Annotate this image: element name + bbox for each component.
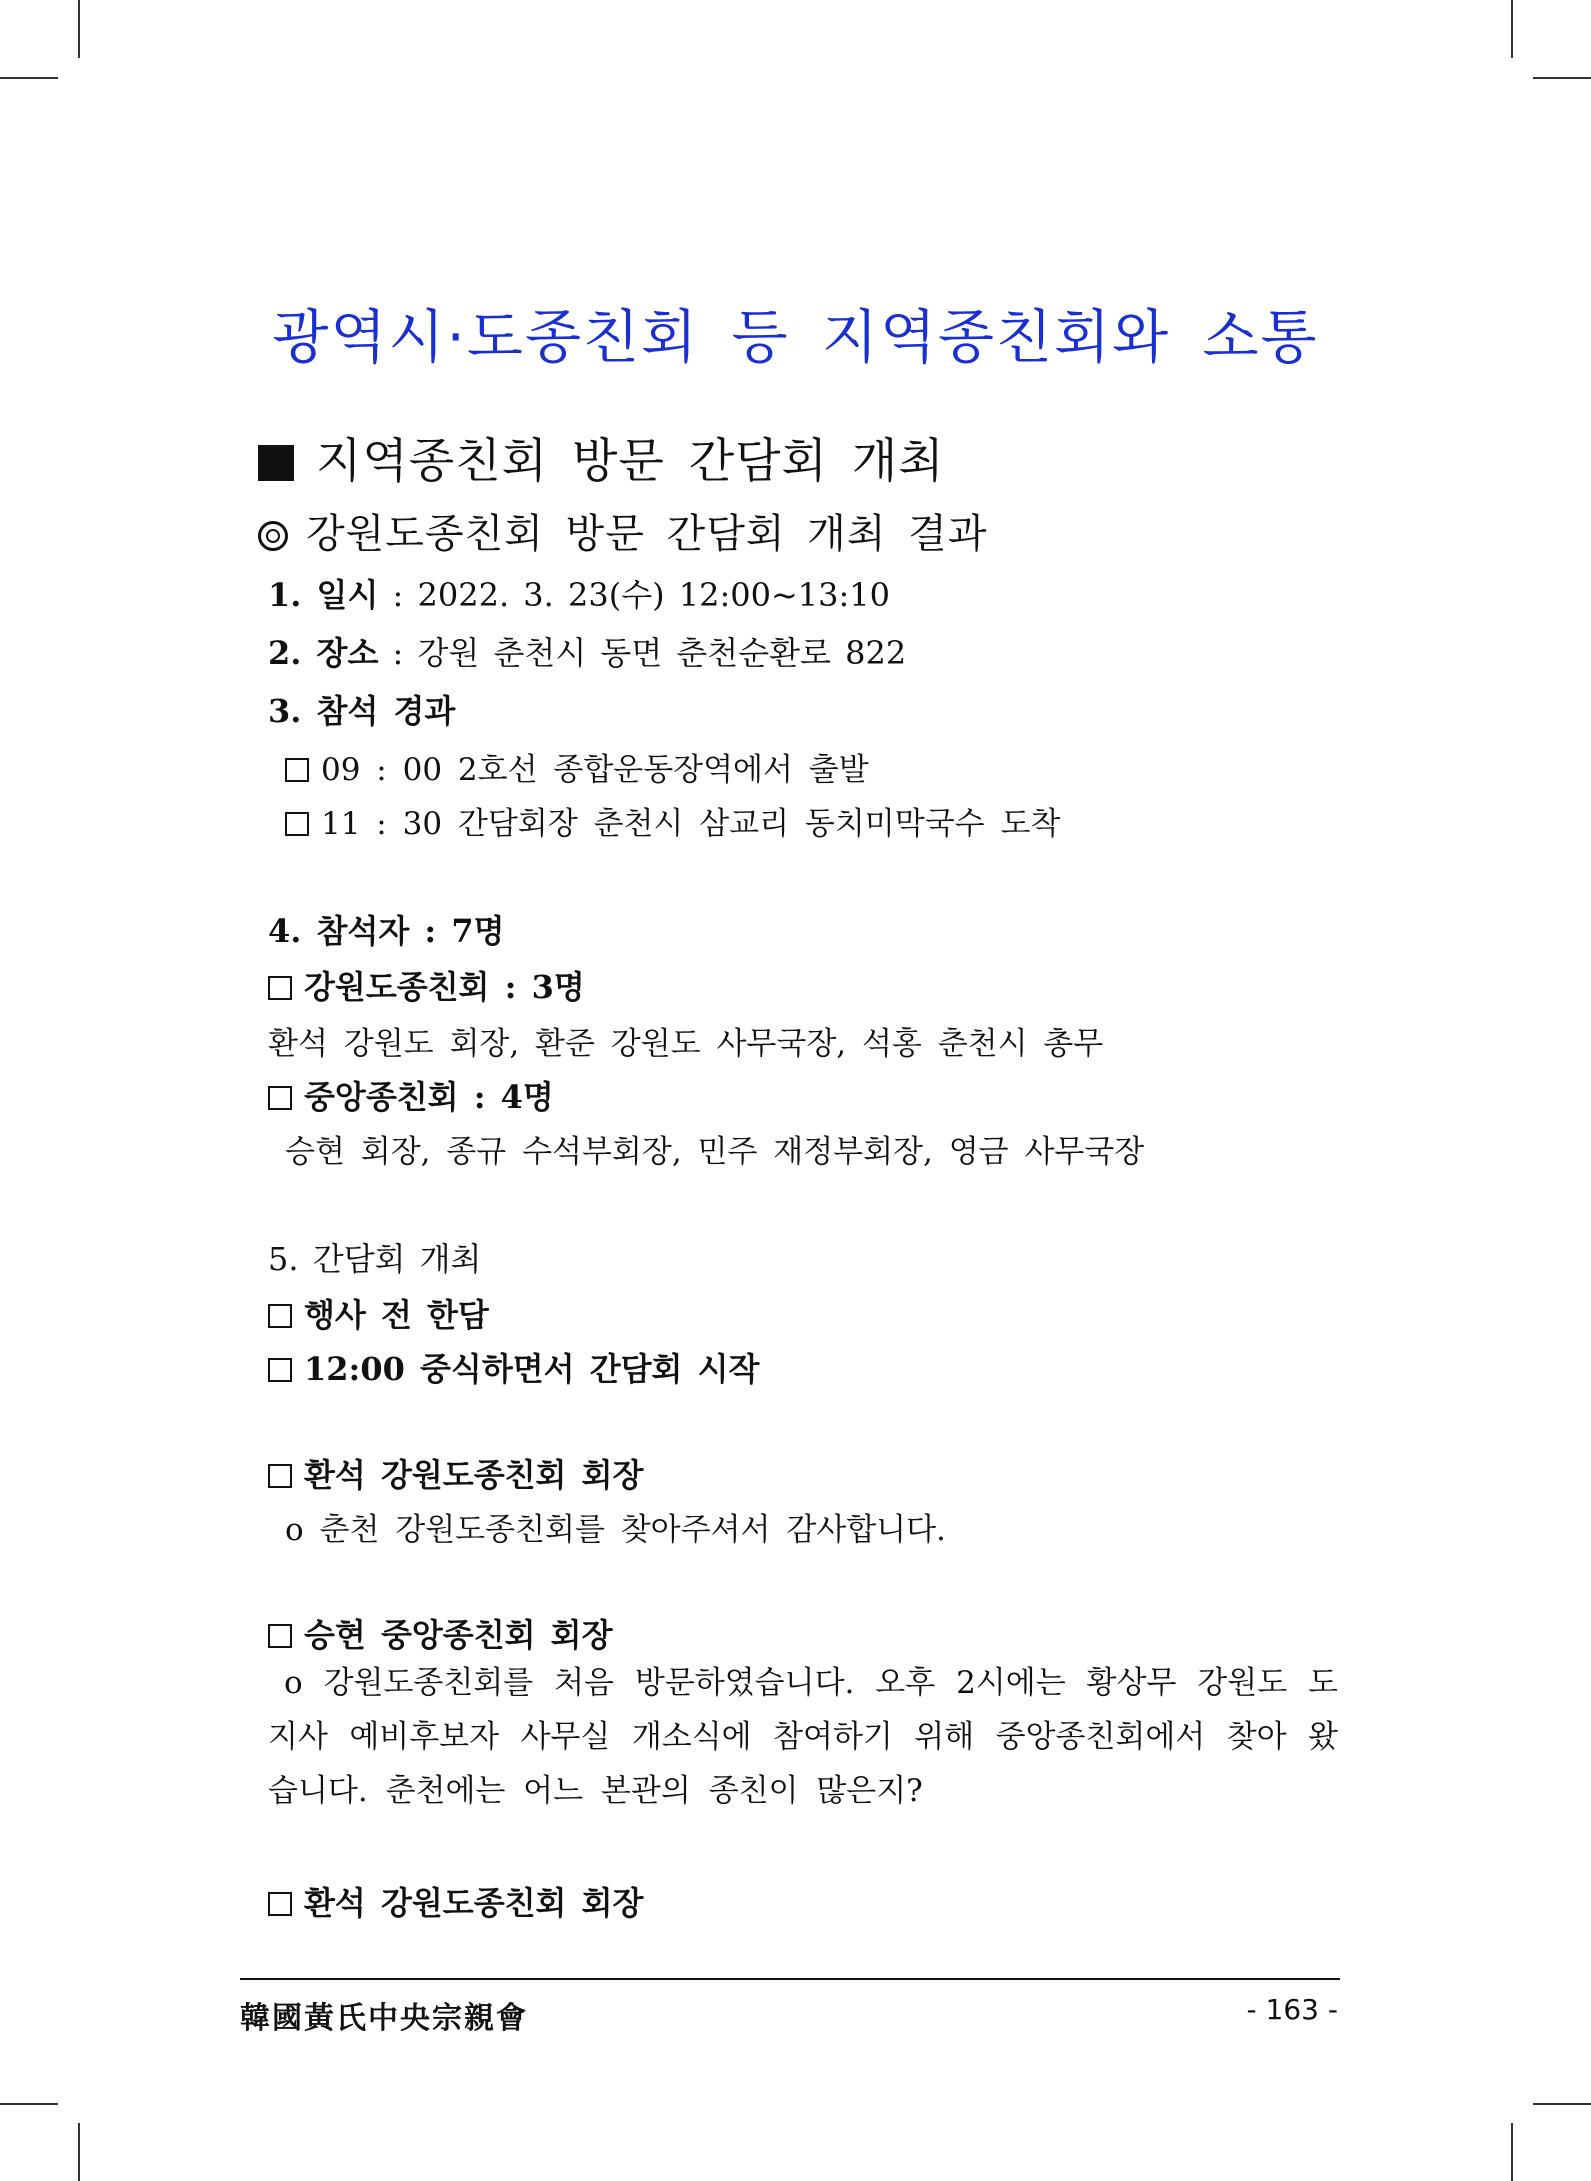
crop-mark [0, 2103, 58, 2105]
checkbox-icon [268, 1624, 292, 1648]
date-label: 1. 일시 [268, 576, 379, 614]
checkbox-icon [268, 1464, 292, 1488]
checkbox-icon [268, 1892, 292, 1916]
attendance-heading: 3. 참석 경과 [268, 692, 456, 730]
attendee-group-label: 강원도종친회 : 3명 [268, 962, 585, 1008]
sub-heading: 강원도종친회 방문 간담회 개최 결과 [258, 502, 987, 559]
speech-text: o 강원도종친회를 처음 방문하였습니다. 오후 2시에는 황상무 강원도 도지사 예비후보자 사무실 개소식에 참여하기 위해 중앙종친회에서 찾아 왔습니다. 춘천에는 어느 본관의 종친이 많은지? [268, 1665, 1338, 1809]
speaker-label: 환석 강원도종친회 회장 [268, 1450, 643, 1496]
date-line [268, 570, 890, 616]
schedule-item: 09 : 00 2호선 종합운동장역에서 출발 [285, 744, 869, 789]
checkbox-icon [268, 1304, 292, 1328]
place-label: 2. 장소 [268, 634, 379, 672]
footer-divider [240, 1978, 1340, 1980]
attendees-heading: 4. 참석자 : 7명 [268, 912, 505, 950]
page-title: 광역시·도종친회 등 지역종친회와 소통 [272, 303, 1319, 371]
attendee-group-members: 승현 회장, 종규 수석부회장, 민주 재정부회장, 영금 사무국장 [285, 1134, 1145, 1170]
crop-mark [1533, 77, 1591, 79]
double-circle-icon [258, 521, 288, 551]
crop-mark [1533, 2103, 1591, 2105]
place-line [268, 628, 906, 674]
date-value: : 2022. 3. 23(수) 12:00~13:10 [378, 576, 891, 614]
page-number: - 163 - [1246, 1993, 1338, 2026]
attendee-group-label: 중앙종친회 : 4명 [268, 1072, 554, 1118]
crop-mark [78, 2123, 80, 2181]
speaker-label: 승현 중앙종친회 회장 [268, 1610, 613, 1656]
crop-mark [78, 0, 80, 58]
crop-mark [1511, 0, 1513, 58]
black-square-icon [258, 445, 294, 481]
schedule-item: 11 : 30 간담회장 춘천시 삼교리 동치미막국수 도착 [285, 798, 1060, 843]
publisher-name: 韓國黃氏中央宗親會 [240, 2001, 528, 2036]
meeting-item: 행사 전 한담 [268, 1290, 489, 1336]
attendee-group-members: 환석 강원도 회장, 환준 강원도 사무국장, 석홍 춘천시 총무 [268, 1026, 1104, 1062]
checkbox-icon [285, 758, 309, 782]
checkbox-icon [268, 1086, 292, 1110]
checkbox-icon [285, 812, 309, 836]
checkbox-icon [268, 976, 292, 1000]
meeting-heading: 5. 간담회 개최 [268, 1240, 482, 1278]
speaker-label: 환석 강원도종친회 회장 [268, 1878, 643, 1924]
crop-mark [0, 77, 58, 79]
checkbox-icon [268, 1358, 292, 1382]
speech-text: o 춘천 강원도종친회를 찾아주셔서 감사합니다. [285, 1512, 946, 1548]
meeting-item: 12:00 중식하면서 간담회 시작 [268, 1344, 759, 1390]
place-value: : 강원 춘천시 동면 춘천순환로 822 [378, 634, 907, 672]
crop-mark [1511, 2123, 1513, 2181]
section-heading: 지역종친회 방문 간담회 개최 [258, 424, 945, 491]
